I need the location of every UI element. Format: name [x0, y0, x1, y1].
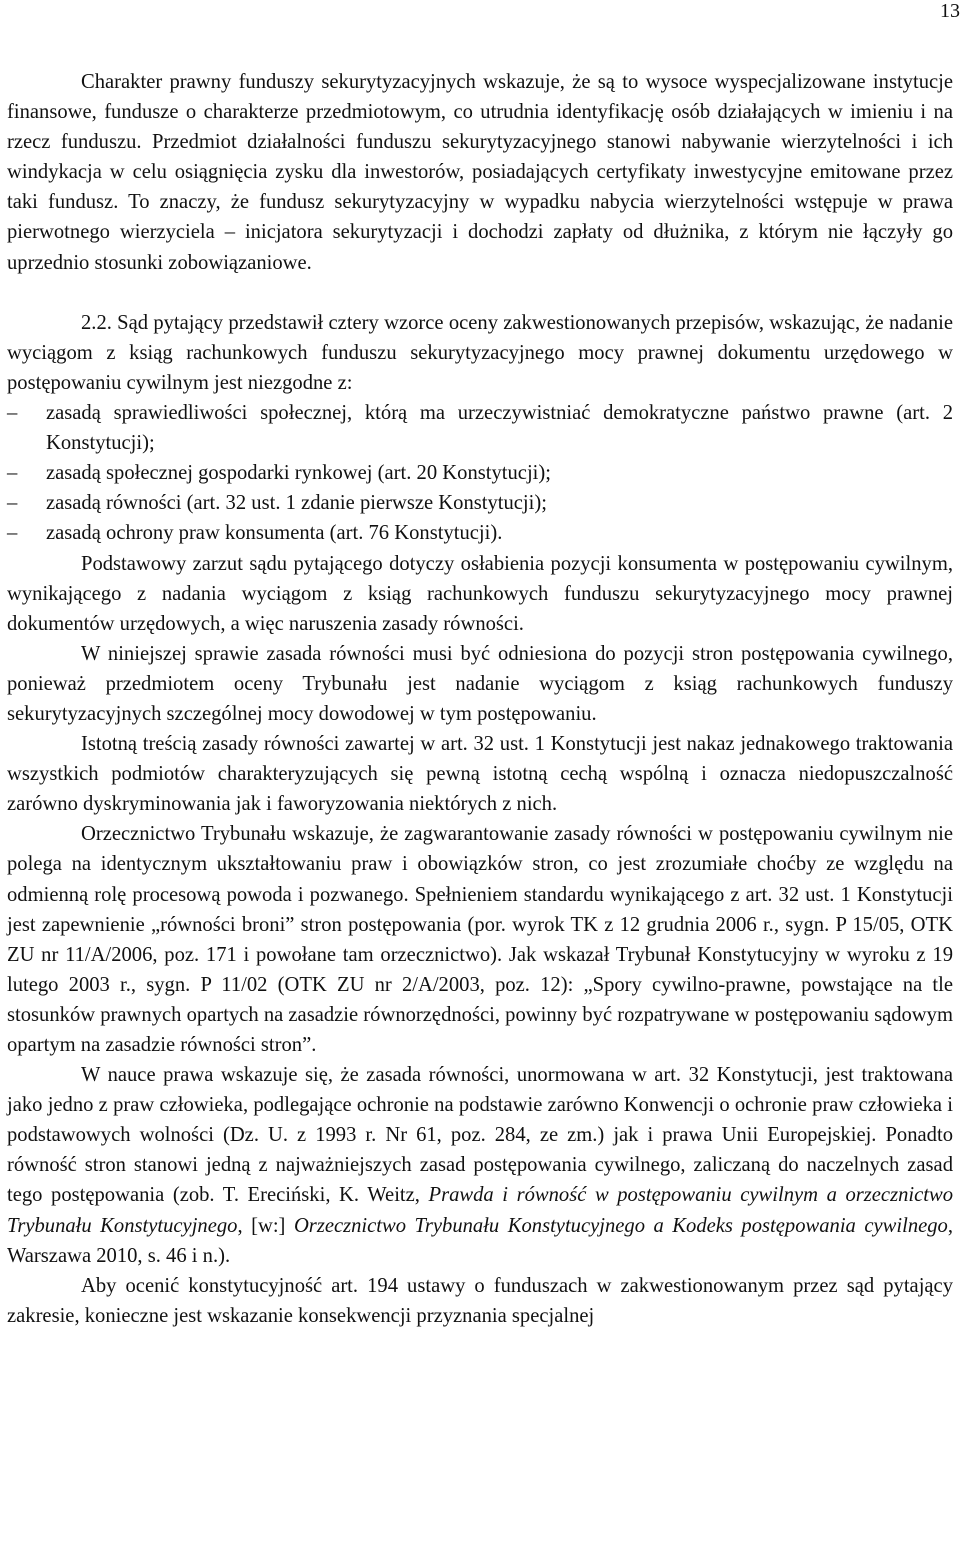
list-item: – zasadą społecznej gospodarki rynkowej (art. 20 Konstytucji); [7, 458, 953, 488]
paragraph: Orzecznictwo Trybunału wskazuje, że zagwarantowanie zasady równości w postępowaniu cywilnym nie polega na identycznym ukształtowaniu praw i obowiązków stron, co jest zrozumiałe choćby ze względu na odmienną rolę procesową powoda i pozwanego. Spełnieniem standardu wynikającego z art. 32 ust. 1 Konstytucji jest zapewnienie „równości broni” stron postępowania (por. wyrok TK z 12 grudnia 2006 r., sygn. P 15/05, OTK ZU nr 11/A/2006, poz. 171 i powołane tam orzecznictwo). Jak wskazał Trybunał Konstytucyjny w wyroku z 19 lutego 2003 r., sygn. P 11/02 (OTK ZU nr 2/A/2003, poz. 12): „Spory cywilno-prawne, powstające na tle stosunków prawnych opartych na zasadzie równorzędności, powinny być rozpatrywane w postępowaniu sądowym opartym na zasadzie równości stron”. [7, 823, 953, 1056]
paragraph: Istotną treścią zasady równości zawartej w art. 32 ust. 1 Konstytucji jest nakaz jednakowego traktowania wszystkich podmiotów charakteryzujących się pewną istotną cechą wspólną i oznacza niedopuszczalność zarówno dyskryminowania jak i faworyzowania niektórych z nich. [7, 733, 953, 816]
dash-marker: – [7, 492, 18, 515]
list-item: – zasadą ochrony praw konsumenta (art. 76 Konstytucji). [7, 518, 953, 548]
paragraph-with-citation: W nauce prawa wskazuje się, że zasada równości, unormowana w art. 32 Konstytucji, jest traktowana jako jedno z praw człowieka, podlegające ochronie na podstawie zarówno Konwencji o ochronie praw człowieka i podstawowych wolności (Dz. U. z 1993 r. Nr 61, poz. 284, ze zm.) jak i prawa Unii Europejskiej. Ponadto równość stron stanowi jedną z najważniejszych zasad postępowania cywilnego, zaliczaną do naczelnych zasad tego postępowania (zob. T. Ereciński, K. Weitz, Prawda i równość w postępowaniu cywilnym a orzecznictwo Trybunału Konstytucyjnego, [w:] Orzecznictwo Trybunału Konstytucyjnego a Kodeks postępowania cywilnego, Warszawa 2010, s. 46 i n.). [7, 1064, 953, 1267]
list-item: – zasadą równości (art. 32 ust. 1 zdanie pierwsze Konstytucji); [7, 488, 953, 518]
page-number: 13 [940, 0, 960, 22]
paragraph: Charakter prawny funduszy sekurytyzacyjnych wskazuje, że są to wysoce wyspecjalizowane instytucje finansowe, fundusze o charakterze przedmiotowym, co utrudnia identyfikację osób działających w imieniu i na rzecz funduszu. Przedmiot działalności funduszu sekurytyzacyjnego stanowi nabywanie wierzytelności i ich windykacja w celu osiągnięcia zysku dla inwestorów, posiadających certyfikaty inwestycyjne emitowane przez taki fundusz. To znaczy, że fundusz sekurytyzacyjny w wypadku nabycia wierzytelności wstępuje w prawa pierwotnego wierzyciela – inicjatora sekurytyzacji i dochodzi zapłaty od dłużnika, z którym nie łączyły go uprzednio stosunki zobowiązaniowe. [7, 71, 953, 274]
dash-marker: – [7, 462, 18, 485]
dash-marker: – [7, 522, 18, 545]
paragraph: 2.2. Sąd pytający przedstawił cztery wzorce oceny zakwestionowanych przepisów, wskazując, że nadanie wyciągom z ksiąg rachunkowych funduszu sekurytyzacyjnego mocy prawnej dokumentu urzędowego w postępowaniu cywilnym jest niezgodne z: [7, 311, 953, 394]
cited-title: Prawda i równość w postępowaniu cywilnym a orzecznictwo Trybunału Konstytucyjnego [7, 1184, 953, 1237]
list-item: – zasadą sprawiedliwości społecznej, którą ma urzeczywistniać demokratyczne państwo prawne (art. 2 Konstytucji); [7, 398, 953, 458]
cited-title: Orzecznictwo Trybunału Konstytucyjnego a Kodeks postępowania cywilnego [293, 1214, 948, 1237]
dash-marker: – [7, 402, 18, 425]
enumeration-list [7, 398, 953, 548]
paragraph: Aby ocenić konstytucyjność art. 194 ustawy o funduszach w zakwestionowanym przez sąd pytający zakresie, konieczne jest wskazanie konsekwencji przyznania specjalnej [7, 1274, 953, 1327]
document-body [7, 67, 953, 1331]
paragraph: W niniejszej sprawie zasada równości musi być odniesiona do pozycji stron postępowania cywilnego, ponieważ przedmiotem oceny Trybunału jest nadanie wyciągom z ksiąg rachunkowych funduszy sekurytyzacyjnych szczególnej mocy dowodowej w tym postępowaniu. [7, 642, 953, 725]
paragraph: Podstawowy zarzut sądu pytającego dotyczy osłabienia pozycji konsumenta w postępowaniu cywilnym, wynikającego z nadania wyciągom z ksiąg rachunkowych funduszu sekurytyzacyjnego mocy prawnej dokumentów urzędowych, a więc naruszenia zasady równości. [7, 552, 953, 635]
